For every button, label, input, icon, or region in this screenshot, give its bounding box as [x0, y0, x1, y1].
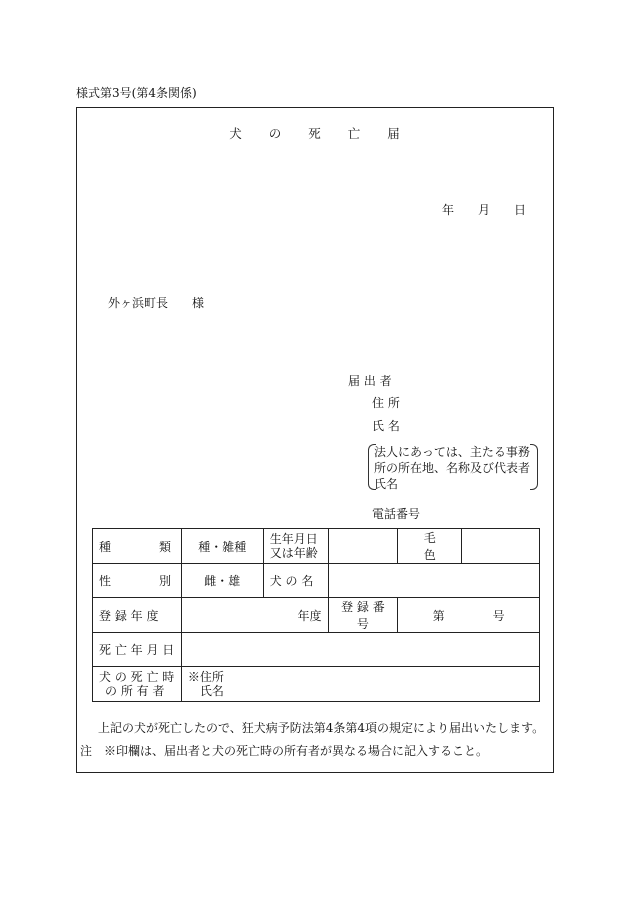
corp-note-line: 法人にあっては、主たる事務: [374, 445, 530, 459]
table-row: [93, 667, 540, 702]
reg-no-field[interactable]: 第 号: [398, 598, 540, 633]
coat-field[interactable]: [462, 529, 540, 564]
owner-field[interactable]: ※住所 氏名: [181, 667, 539, 702]
birth-field[interactable]: [328, 529, 398, 564]
reg-no-label: 登 録 番 号: [328, 598, 398, 633]
dog-name-field[interactable]: [328, 564, 539, 598]
reg-year-label: 登 録 年 度: [93, 598, 182, 633]
reporter-address-label: 住 所: [372, 396, 400, 410]
title-char: 亡: [347, 126, 362, 141]
phone-label: 電話番号: [372, 507, 421, 521]
left-bracket: [368, 444, 376, 490]
coat-label: 毛 色: [398, 529, 462, 564]
table-row: [93, 598, 540, 633]
form-number-label: 様式第3号(第4条関係): [76, 86, 197, 100]
reporter-name-label: 氏 名: [372, 419, 400, 433]
kind-value: 種・雑種: [181, 529, 263, 564]
reporter-heading: 届 出 者: [348, 374, 392, 388]
owner-label: 犬 の 死 亡 時 の 所 有 者: [93, 667, 182, 702]
note-text: 注 ※印欄は、届出者と犬の死亡時の所有者が異なる場合に記入すること。: [80, 744, 489, 758]
sex-label: 性 別: [93, 564, 182, 598]
table-row: [93, 633, 540, 667]
birth-label: 生年月日 又は年齢: [263, 529, 328, 564]
corp-note-line: 所の所在地、名称及び代表者: [374, 461, 531, 475]
corp-note-line: 氏名: [374, 477, 399, 491]
death-date-label: 死 亡 年 月 日: [93, 633, 182, 667]
kind-label: 種 類: [93, 529, 182, 564]
title-char: の: [268, 126, 283, 141]
death-date-field[interactable]: [181, 633, 539, 667]
addressee: 外ヶ浜町長 様: [108, 296, 205, 310]
table-row: [93, 529, 540, 564]
date-line: 年 月 日: [442, 203, 527, 217]
title-char: 犬: [229, 126, 243, 141]
form-title: [0, 124, 630, 142]
declaration-text: 上記の犬が死亡したので、狂犬病予防法第4条第4項の規定により届出いたします。: [98, 721, 545, 735]
right-bracket: [530, 444, 538, 490]
table-row: [93, 564, 540, 598]
title-char: 死: [308, 126, 322, 141]
reg-year-field[interactable]: 年度: [181, 598, 328, 633]
dog-name-label: 犬 の 名: [263, 564, 328, 598]
sex-value: 雌・雄: [181, 564, 263, 598]
dog-info-table: [92, 528, 540, 702]
corporation-note: [374, 444, 530, 492]
title-char: 届: [387, 126, 401, 141]
